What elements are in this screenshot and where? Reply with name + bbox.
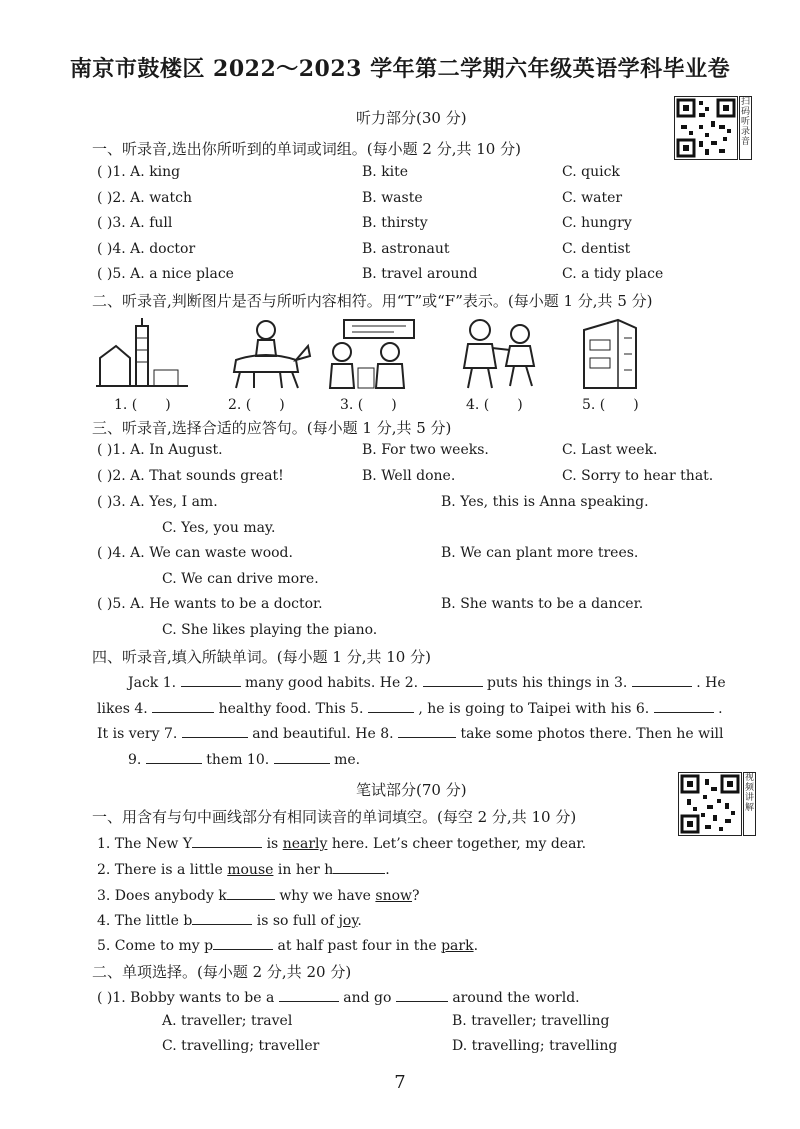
cloze-text: , he is going to Taipei with his 6. [418, 701, 650, 717]
listening-part1-q3-a: ( )3. A. full [97, 215, 173, 231]
listening-header: 听力部分(30 分) [356, 109, 467, 127]
sentence-text: 4. The little b [97, 913, 193, 929]
option-d[interactable]: D. travelling; travelling [452, 1038, 618, 1054]
phonics-blank-4[interactable] [192, 910, 252, 925]
listening-part1-instruction: 一、听录音,选出你所听到的单词或词组。(每小题 2 分,共 10 分) [92, 140, 521, 158]
cloze-line-3 [97, 723, 724, 742]
blank-4[interactable] [152, 698, 214, 713]
sentence-text: in her h [277, 862, 334, 878]
listening-part3-q5-b: B. She wants to be a dancer. [441, 596, 644, 612]
picture-4-answer[interactable]: 4. ( ) [466, 397, 523, 413]
question-text: around the world. [452, 990, 580, 1006]
blank-10[interactable] [274, 749, 330, 764]
listening-part3-q4-c: C. We can drive more. [162, 571, 319, 587]
underlined-word: nearly [282, 836, 328, 852]
picture-2-answer[interactable]: 2. ( ) [228, 397, 285, 413]
phonics-blank-3[interactable] [227, 885, 275, 900]
sentence-text: . [473, 938, 479, 954]
listening-part3-instruction: 三、听录音,选择合适的应答句。(每小题 1 分,共 5 分) [92, 419, 452, 437]
cloze-text: puts his things in 3. [486, 675, 628, 691]
writing-qr-label: 视频讲解 [743, 772, 756, 836]
listening-part1-q2-a: ( )2. A. watch [97, 190, 193, 206]
phonics-blank-2[interactable] [333, 859, 385, 874]
option-a[interactable]: A. traveller; travel [162, 1013, 293, 1029]
picture-1-answer[interactable]: 1. ( ) [114, 397, 171, 413]
listening-part3-q1-c: C. Last week. [562, 442, 658, 458]
phonics-sentence-5 [97, 935, 478, 954]
listening-part3-q3-a: ( )3. A. Yes, I am. [97, 494, 218, 510]
listening-part1-q1-c: C. quick [562, 164, 620, 180]
cloze-text: them 10. [206, 752, 270, 768]
writing-part2-instruction: 二、单项选择。(每小题 2 分,共 20 分) [92, 963, 352, 981]
listening-part1-q1-b: B. kite [362, 164, 409, 180]
listening-part3-q3-c: C. Yes, you may. [162, 520, 276, 536]
blank-9[interactable] [146, 749, 202, 764]
sentence-text: 3. Does anybody k [97, 888, 227, 904]
picture-5-building [578, 318, 642, 390]
cloze-text: take some photos there. Then he will [460, 726, 724, 742]
underlined-word: mouse [227, 862, 274, 878]
phonics-blank-1[interactable] [192, 833, 262, 848]
listening-part2-instruction: 二、听录音,判断图片是否与所听内容相符。用“T”或“F”表示。(每小题 1 分,共 5 分) [92, 292, 653, 310]
listening-part1-q1-a: ( )1. A. king [97, 164, 181, 180]
listening-part3-q2-a: ( )2. A. That sounds great! [97, 468, 284, 484]
option-c[interactable]: C. travelling; traveller [162, 1038, 320, 1054]
cloze-line-1 [128, 672, 726, 691]
writing-qr-code[interactable] [678, 772, 742, 836]
listening-part1-q4-b: B. astronaut [362, 241, 450, 257]
listening-qr-label: 扫码听录音 [739, 96, 752, 160]
phonics-sentence-3 [97, 885, 420, 904]
listening-part1-q5-a: ( )5. A. a nice place [97, 266, 234, 282]
blank-7[interactable] [182, 723, 248, 738]
sentence-text: 5. Come to my p [97, 938, 214, 954]
cloze-text: . He [696, 675, 726, 691]
listening-part1-q4-a: ( )4. A. doctor [97, 241, 196, 257]
underlined-word: joy [338, 913, 358, 929]
listening-part3-q1-a: ( )1. A. In August. [97, 442, 223, 458]
listening-part1-q5-b: B. travel around [362, 266, 478, 282]
question-text: ( )1. Bobby wants to be a [97, 990, 275, 1006]
picture-3-children-and-board [324, 318, 420, 390]
choice-question-1 [97, 987, 580, 1006]
blank-5[interactable] [368, 698, 414, 713]
blank-1[interactable] [181, 672, 241, 687]
cloze-text: healthy food. This 5. [218, 701, 364, 717]
qr-code-icon [679, 773, 741, 835]
phonics-sentence-4 [97, 910, 362, 929]
phonics-sentence-1 [97, 833, 586, 852]
cloze-text: many good habits. He 2. [245, 675, 419, 691]
sentence-text: why we have [279, 888, 371, 904]
qr-code-icon [675, 97, 737, 159]
listening-part3-q5-c: C. She likes playing the piano. [162, 622, 378, 638]
sentence-text: here. Let’s cheer together, my dear. [331, 836, 587, 852]
blank-3[interactable] [632, 672, 692, 687]
option-b[interactable]: B. traveller; travelling [452, 1013, 610, 1029]
cloze-text: . [718, 701, 723, 717]
cloze-text: 9. [128, 752, 142, 768]
cloze-text: and beautiful. He 8. [252, 726, 394, 742]
cloze-text: likes 4. [97, 701, 148, 717]
cloze-line-2 [97, 698, 723, 717]
choice-blank-1[interactable] [279, 987, 339, 1002]
blank-6[interactable] [654, 698, 714, 713]
blank-2[interactable] [423, 672, 483, 687]
exam-title: 南京市鼓楼区 2022～2023 学年第二学期六年级英语学科毕业卷 [69, 56, 731, 82]
sentence-text: 1. The New Y [97, 836, 193, 852]
underlined-word: snow [375, 888, 413, 904]
phonics-sentence-2 [97, 859, 390, 878]
listening-part1-q2-c: C. water [562, 190, 623, 206]
cloze-text: Jack 1. [128, 675, 177, 691]
picture-4-kids-playing [452, 316, 544, 390]
writing-header: 笔试部分(70 分) [356, 781, 467, 799]
listening-part3-q5-a: ( )5. A. He wants to be a doctor. [97, 596, 323, 612]
cloze-line-4 [128, 749, 360, 768]
listening-part1-q3-b: B. thirsty [362, 215, 428, 231]
listening-part3-q1-b: B. For two weeks. [362, 442, 489, 458]
listening-part1-q2-b: B. waste [362, 190, 423, 206]
sentence-text: at half past four in the [277, 938, 437, 954]
sentence-text: is so full of [256, 913, 335, 929]
listening-part3-q3-b: B. Yes, this is Anna speaking. [441, 494, 649, 510]
listening-part3-q4-a: ( )4. A. We can waste wood. [97, 545, 293, 561]
writing-part1-instruction: 一、用含有与句中画线部分有相同读音的单词填空。(每空 2 分,共 10 分) [92, 808, 577, 826]
sentence-text: ? [412, 888, 420, 904]
blank-8[interactable] [398, 723, 456, 738]
listening-part3-q2-c: C. Sorry to hear that. [562, 468, 714, 484]
sentence-text: . [357, 913, 362, 929]
listening-part1-q5-c: C. a tidy place [562, 266, 664, 282]
picture-2-horse-rider [220, 316, 312, 390]
listening-part3-q4-b: B. We can plant more trees. [441, 545, 639, 561]
listening-part1-q4-c: C. dentist [562, 241, 631, 257]
listening-part3-q2-b: B. Well done. [362, 468, 456, 484]
picture-5-answer[interactable]: 5. ( ) [582, 397, 639, 413]
phonics-blank-5[interactable] [213, 935, 273, 950]
listening-part4-instruction: 四、听录音,填入所缺单词。(每小题 1 分,共 10 分) [92, 648, 431, 666]
cloze-text: me. [334, 752, 361, 768]
sentence-text: is [266, 836, 279, 852]
underlined-word: park [441, 938, 474, 954]
picture-3-answer[interactable]: 3. ( ) [340, 397, 397, 413]
listening-qr-code[interactable] [674, 96, 738, 160]
listening-part1-q3-c: C. hungry [562, 215, 632, 231]
choice-blank-2[interactable] [396, 987, 448, 1002]
cloze-text: It is very 7. [97, 726, 178, 742]
picture-1-tower [96, 318, 188, 390]
page-number: 7 [394, 1072, 406, 1093]
sentence-text: 2. There is a little [97, 862, 223, 878]
question-text: and go [343, 990, 392, 1006]
sentence-text: . [385, 862, 390, 878]
